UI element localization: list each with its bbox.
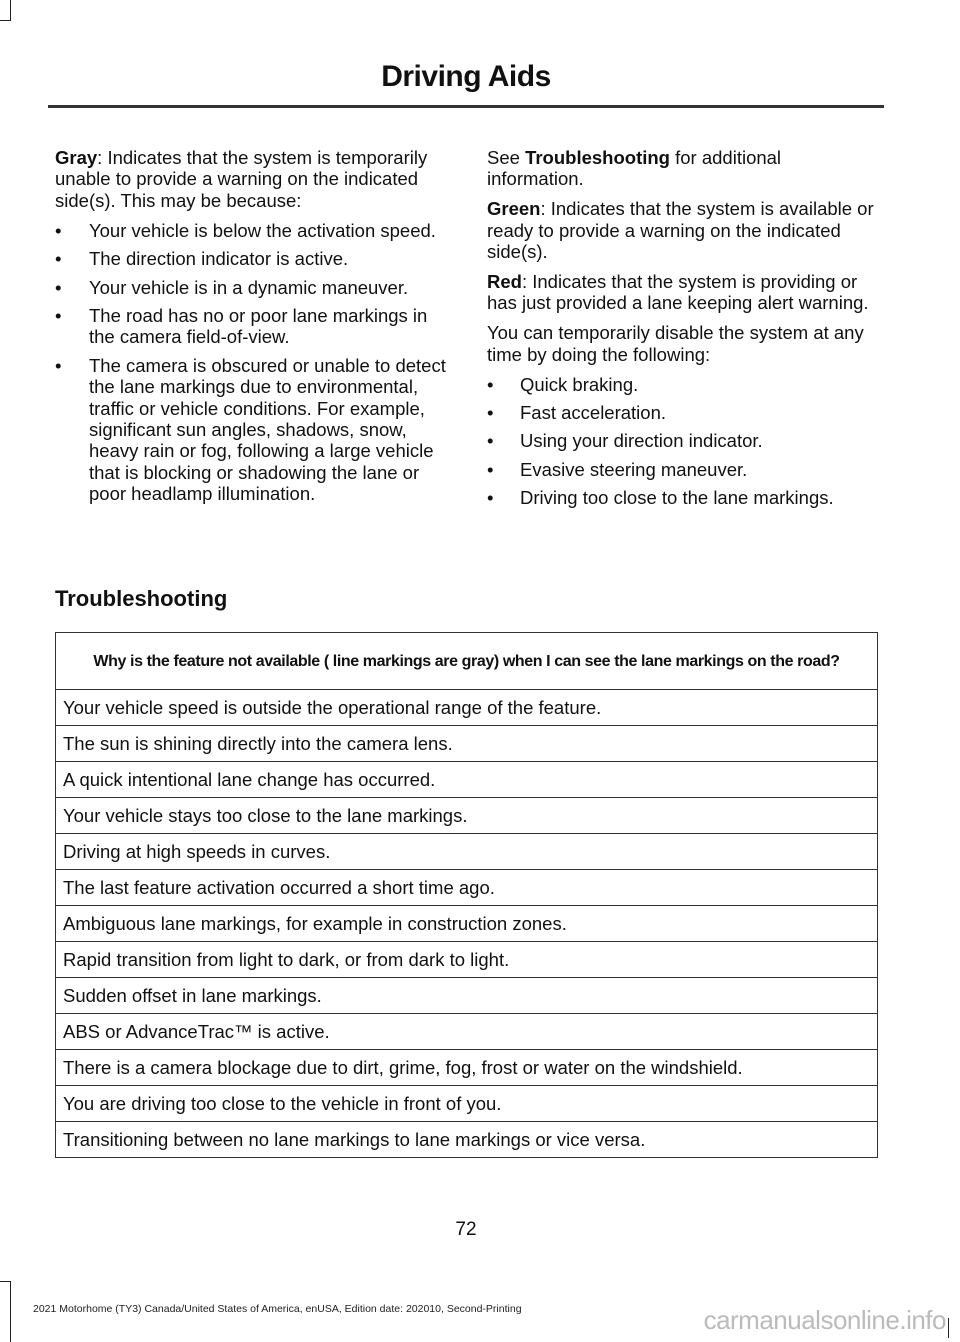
footer-text: 2021 Motorhome (TY3) Canada/United States of America, enUSA, Edition date: 202010, Second-Printing	[33, 1303, 522, 1315]
list-item	[487, 374, 880, 395]
bullet-icon: •	[55, 354, 62, 376]
table-row	[56, 978, 878, 1014]
crop-mark	[948, 1318, 960, 1338]
table-cell: There is a camera blockage due to dirt, grime, fog, frost or water on the windshield.	[56, 1050, 878, 1086]
table-row	[56, 870, 878, 906]
table-row	[56, 1050, 878, 1086]
bullet-icon: •	[55, 248, 62, 270]
text: for additional information.	[487, 147, 782, 190]
list-item-text: The road has no or poor lane markings in the camera field-of-view.	[89, 304, 428, 348]
table-row	[56, 726, 878, 762]
list-item	[487, 487, 880, 508]
bullet-icon: •	[55, 304, 62, 326]
list-item-text: Fast acceleration.	[520, 402, 667, 424]
disable-list	[487, 374, 880, 509]
bullet-icon: •	[487, 487, 494, 509]
table-cell: Your vehicle stays too close to the lane markings.	[56, 798, 878, 834]
bullet-icon: •	[487, 430, 494, 452]
table-row	[56, 690, 878, 726]
table-cell: A quick intentional lane change has occurred.	[56, 762, 878, 798]
table-row	[56, 906, 878, 942]
disable-paragraph: You can temporarily disable the system at any time by doing the following:	[487, 322, 864, 365]
bullet-icon: •	[487, 373, 494, 395]
list-item-text: Evasive steering maneuver.	[520, 458, 748, 480]
red-text: : Indicates that the system is providing or has just provided a lane keeping alert warning.	[487, 271, 869, 314]
table-row	[56, 798, 878, 834]
table-cell: Ambiguous lane markings, for example in construction zones.	[56, 906, 878, 942]
gray-text: : Indicates that the system is temporarily unable to provide a warning on the indicated side(s). This may be because:	[55, 147, 428, 211]
table-cell: The sun is shining directly into the camera lens.	[56, 726, 878, 762]
list-item	[55, 277, 449, 298]
green-paragraph	[487, 198, 880, 262]
table-header: Why is the feature not available ( line markings are gray) when I can see the lane markings on the road?	[56, 633, 878, 690]
crop-mark	[0, 0, 11, 21]
list-item-text: Your vehicle is below the activation speed.	[89, 219, 436, 241]
bullet-icon: •	[55, 276, 62, 298]
gray-reasons-list	[55, 220, 449, 505]
table-cell: Driving at high speeds in curves.	[56, 834, 878, 870]
table-row	[56, 1122, 878, 1158]
table-row	[56, 942, 878, 978]
header-divider	[48, 105, 884, 108]
table-row	[56, 1014, 878, 1050]
troubleshooting-table	[55, 632, 878, 1158]
bullet-icon: •	[55, 219, 62, 241]
table-cell: The last feature activation occurred a short time ago.	[56, 870, 878, 906]
list-item	[55, 305, 449, 348]
list-item	[55, 248, 449, 269]
table-row	[56, 762, 878, 798]
bullet-icon: •	[487, 402, 494, 424]
green-text: : Indicates that the system is available or ready to provide a warning on the indicated side(s).	[487, 198, 874, 263]
list-item	[487, 430, 880, 451]
section-heading: Troubleshooting	[55, 586, 228, 611]
bullet-icon: •	[487, 458, 494, 480]
list-item-text: Driving too close to the lane markings.	[520, 487, 834, 509]
table-cell: Rapid transition from light to dark, or from dark to light.	[56, 942, 878, 978]
table-cell: Your vehicle speed is outside the operational range of the feature.	[56, 690, 878, 726]
list-item-text: Your vehicle is in a dynamic maneuver.	[89, 276, 409, 298]
list-item-text: The direction indicator is active.	[89, 248, 349, 270]
list-item	[487, 459, 880, 480]
list-item-text: Quick braking.	[520, 373, 639, 395]
left-column	[55, 147, 449, 512]
red-label: Red	[487, 271, 522, 293]
gray-paragraph	[55, 147, 449, 211]
watermark: carmanualsonline.info	[703, 1305, 946, 1335]
text: See	[487, 147, 526, 168]
red-paragraph	[487, 271, 880, 314]
gray-label: Gray	[55, 147, 98, 168]
see-troubleshooting-paragraph	[487, 147, 880, 190]
list-item-text: Using your direction indicator.	[520, 430, 763, 452]
table-row	[56, 1086, 878, 1122]
table-cell: Sudden offset in lane markings.	[56, 978, 878, 1014]
page-title: Driving Aids	[381, 60, 551, 93]
troubleshooting-reference: Troubleshooting	[525, 147, 670, 168]
table-cell: Transitioning between no lane markings to lane markings or vice versa.	[56, 1122, 878, 1158]
green-label: Green	[487, 198, 541, 220]
table-cell: You are driving too close to the vehicle in front of you.	[56, 1086, 878, 1122]
list-item	[487, 402, 880, 423]
table-row	[56, 834, 878, 870]
list-item-text: The camera is obscured or unable to detect the lane markings due to environmental, traffic or vehicle conditions. For example, significant sun angles, shadows, snow, heavy rain or fog, following a large vehicle that is blocking or shadowing the lane or poor headlamp illumination.	[89, 354, 446, 505]
table-cell: ABS or AdvanceTrac™ is active.	[56, 1014, 878, 1050]
right-column	[487, 147, 880, 516]
list-item	[55, 220, 449, 241]
page-number: 72	[455, 1219, 477, 1240]
list-item	[55, 355, 449, 505]
crop-mark	[0, 1281, 11, 1342]
